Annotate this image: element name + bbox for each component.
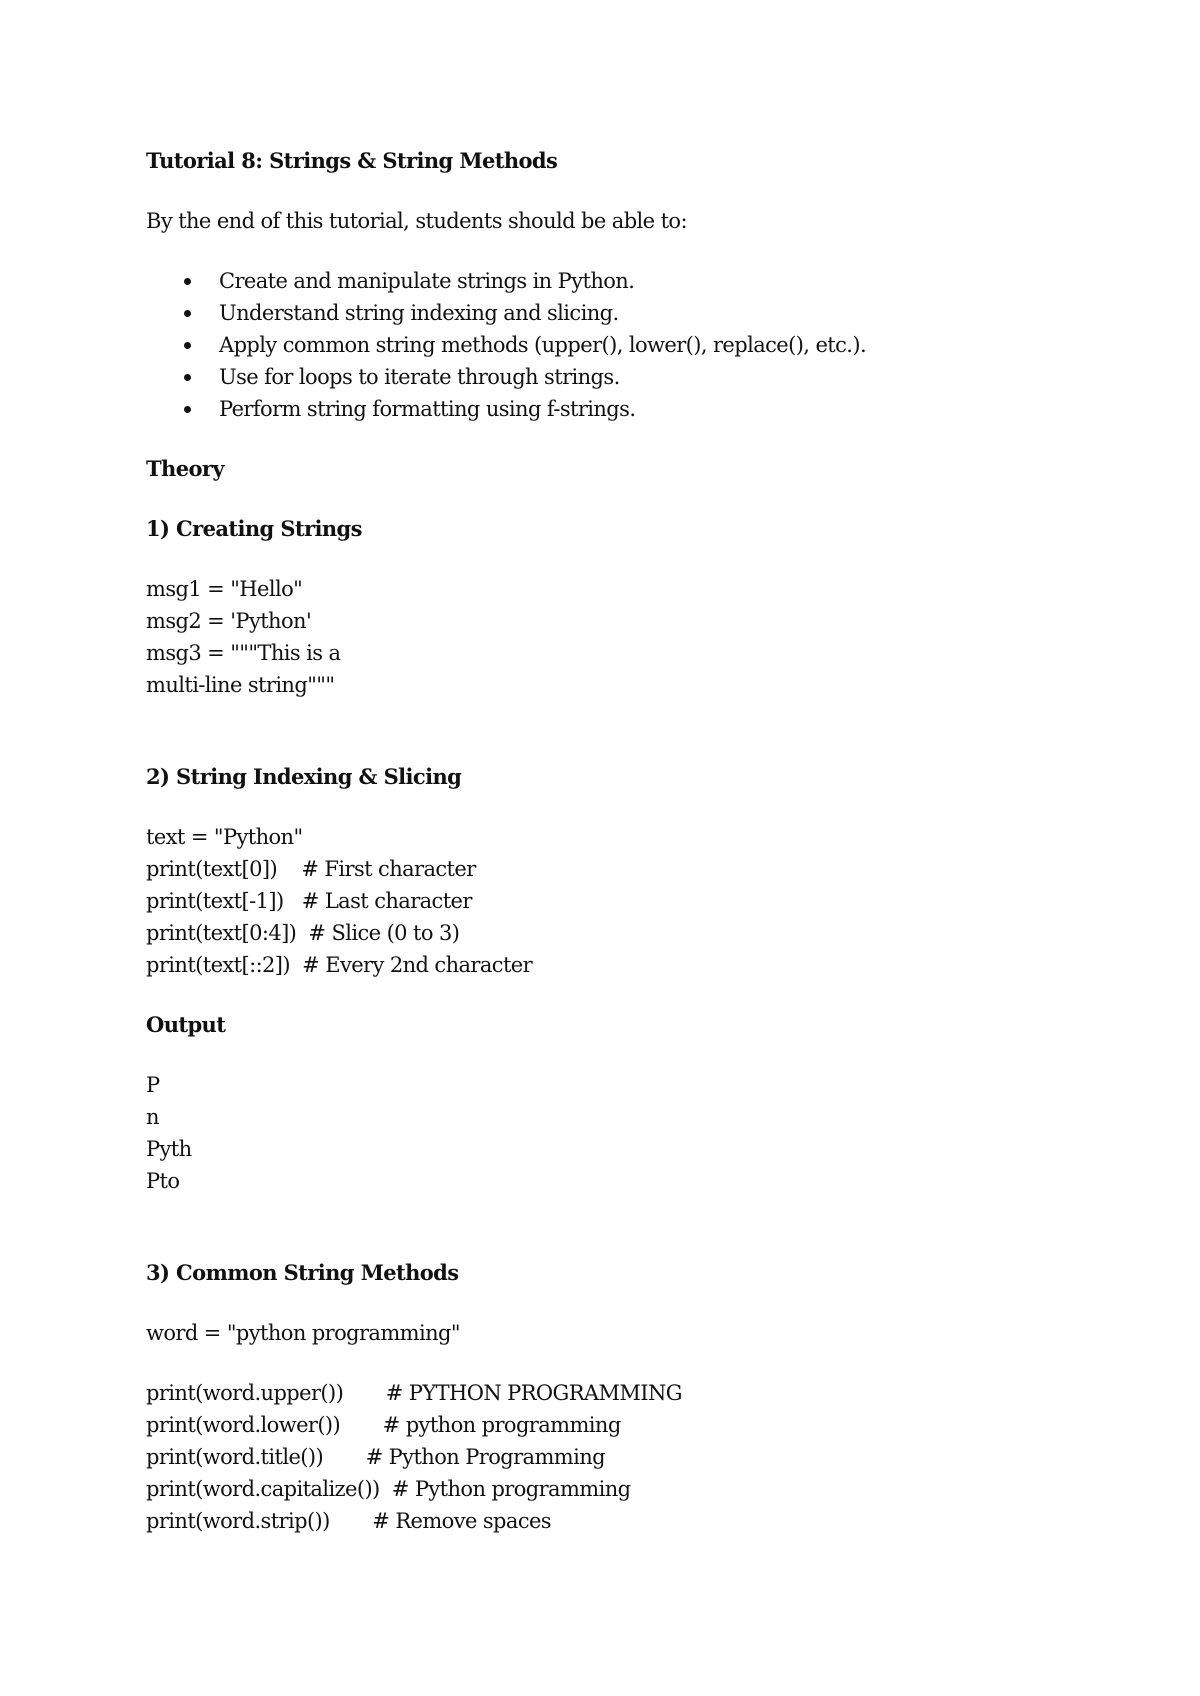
page-title: Tutorial 8: Strings & String Methods [146, 148, 558, 173]
code-line: print(word.lower()) # python programming [146, 1413, 621, 1437]
section-heading-creating-strings: 1) Creating Strings [146, 516, 362, 541]
code-line: print(text[-1]) # Last character [146, 889, 472, 913]
bullet-icon [184, 278, 191, 285]
code-line: word = "python programming" [146, 1321, 460, 1345]
code-line: print(word.title()) # Python Programming [146, 1445, 605, 1469]
section-heading-string-methods: 3) Common String Methods [146, 1260, 459, 1285]
objective-item: Perform string formatting using f-strings. [146, 393, 1106, 425]
bullet-icon [184, 374, 191, 381]
bullet-icon [184, 310, 191, 317]
output-heading: Output [146, 1012, 226, 1037]
code-line: msg3 = """This is a [146, 641, 341, 665]
output-line: P [146, 1073, 160, 1097]
objective-item: Understand string indexing and slicing. [146, 297, 1106, 329]
output-line: Pto [146, 1169, 180, 1193]
code-line: msg2 = 'Python' [146, 609, 312, 633]
code-line: print(text[::2]) # Every 2nd character [146, 953, 533, 977]
objective-item: Apply common string methods (upper(), lower(), replace(), etc.). [146, 329, 1106, 361]
code-line: multi-line string""" [146, 673, 335, 697]
code-line: text = "Python" [146, 825, 303, 849]
bullet-icon [184, 406, 191, 413]
intro-text: By the end of this tutorial, students should be able to: [146, 209, 687, 233]
objective-item: Use for loops to iterate through strings. [146, 361, 1106, 393]
code-line: msg1 = "Hello" [146, 577, 303, 601]
document-body [146, 145, 1106, 1537]
code-line: print(word.strip()) # Remove spaces [146, 1509, 551, 1533]
objective-item: Create and manipulate strings in Python. [146, 265, 1106, 297]
code-line: print(word.capitalize()) # Python programming [146, 1477, 631, 1501]
objectives-list [146, 265, 1106, 425]
bullet-icon [184, 342, 191, 349]
code-line: print(text[0]) # First character [146, 857, 476, 881]
output-line: n [146, 1105, 159, 1129]
code-line: print(word.upper()) # PYTHON PROGRAMMING [146, 1381, 682, 1405]
section-heading-indexing-slicing: 2) String Indexing & Slicing [146, 764, 462, 789]
output-line: Pyth [146, 1137, 192, 1161]
theory-heading: Theory [146, 456, 224, 481]
code-line: print(text[0:4]) # Slice (0 to 3) [146, 921, 460, 945]
